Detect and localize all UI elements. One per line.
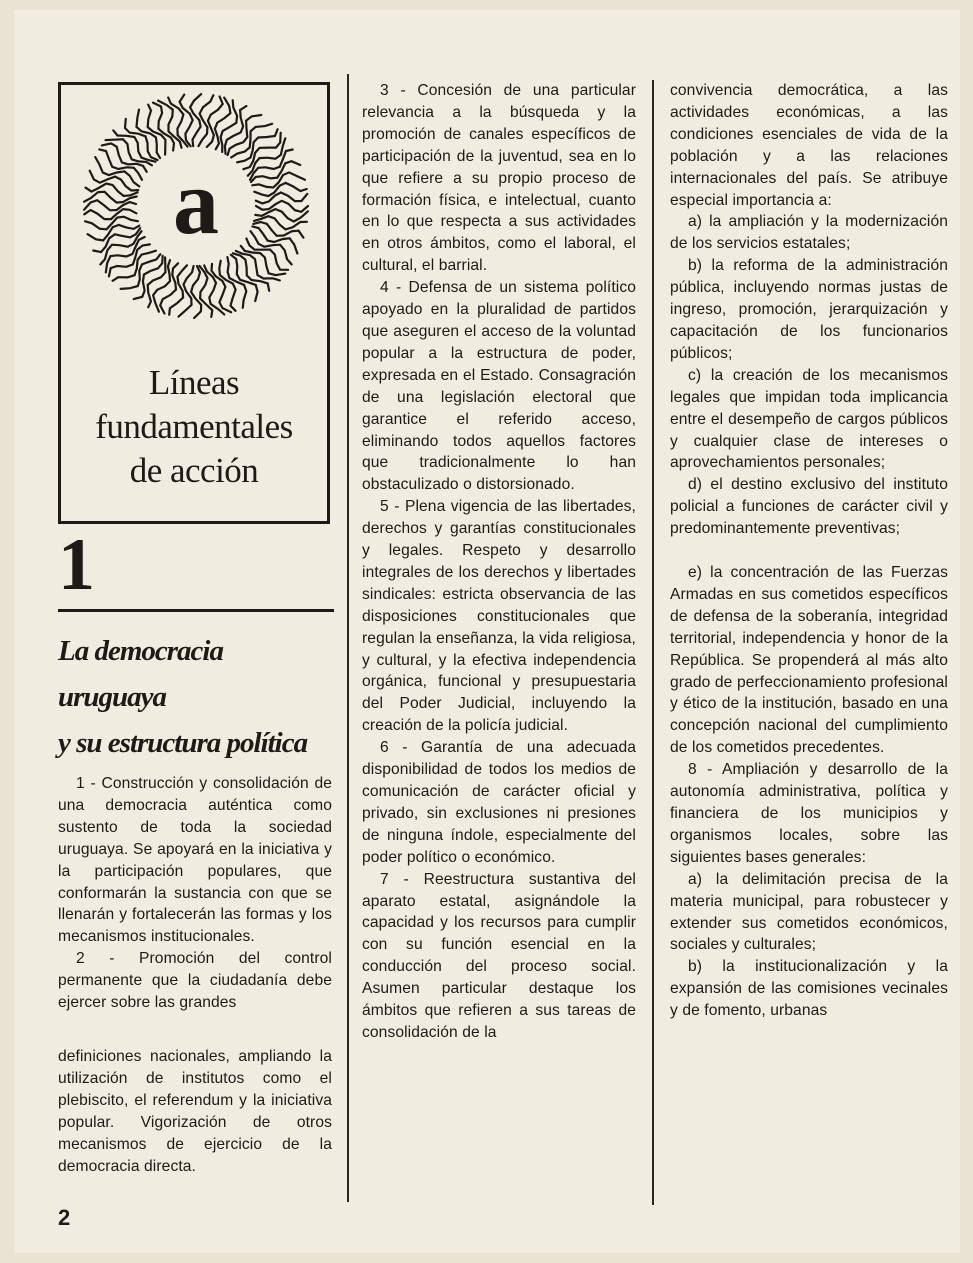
list-item: d) el destino exclusivo del instituto policial a funciones de carácter civil y predominantemente preventivas; [670,476,948,538]
logo-ray [199,95,214,146]
logo-ray [236,251,280,281]
list-item: a) la ampliación y la modernización de los servicios estatales; [670,213,948,253]
section-heading-line: y su estructura política [58,727,308,759]
paragraph: 1 - Construcción y consolidación de una democracia auténtica como sustento de toda la sociedad uruguaya. Se apoyará en la iniciativa y la participación populares, que conformarán la sustancia con que se llenarán y fortalecerán las formas y los mecanismos institucionales. [58,775,332,946]
section-number: 1 [58,524,95,606]
column-2 [362,80,636,1044]
logo-ray [251,231,292,264]
paragraph: 4 - Defensa de un sistema político apoyado en la pluralidad de partidos que aseguren el acceso de la voluntad popular a la estructura de poder, expresada en el Estado. Consagración de una legislación electoral que garantice el referido acceso, eliminando todos aquellos factores que tradicionalmente lo han obstaculizado o distorsionado. [362,279,636,494]
spacer [670,540,948,562]
box-title-line: de acción [129,451,259,490]
list-item: b) la institucionalización y la expansión de las comisiones vecinales y de fomento, urbanas [670,958,948,1020]
list-item: c) la creación de los mecanismos legales que impidan toda implicancia entre el desempeño de cargos públicos y cualquier clase de intereses o aprovechamientos personales; [670,366,948,472]
list-item: a) la delimitación precisa de la materia municipal, para robustecer y extender sus cometidos económicos, sociales y culturales; [670,870,948,954]
section-heading-line: uruguaya [58,681,167,713]
list-item: b) la reforma de la administración pública, incluyendo normas justas de ingreso, promoción, jerarquización y capacitación de los funcionarios públicos; [670,257,948,362]
paragraph: 8 - Ampliación y desarrollo de la autonomía administrativa, política y financiera de los municipios y organismos locales, sobre las siguientes bases generales: [670,761,948,866]
column-divider [652,80,654,1205]
logo-ray [250,150,293,180]
box-title-line: Líneas [148,363,240,402]
logo-ray [88,225,140,241]
column-divider [347,74,349,1202]
box-title-line: fundamentales [95,407,293,446]
page-number: 2 [58,1205,71,1230]
logo-ray [233,253,269,290]
paragraph: 2 - Promoción del control permanente que la ciudadanía debe ejercer sobre las grandes [58,950,332,1012]
logo-ray [109,244,150,276]
paragraph: convivencia democrática, a las actividades económicas, a las condiciones esenciales de vida de la población y a las relaciones internacionales del país. Se atribuye especial importancia a: [670,82,948,209]
logo-ray [228,115,262,155]
logo-ray [121,254,161,289]
paragraph: 5 - Plena vigencia de las libertades, derechos y garantías constitucionales y legales. Respeto y desarrollo integrales de los derechos y libertades sindicales: estricta observancia de las disposiciones constitucionales que regulan la enseñanza, la vida religiosa, y cultural, y la efectiva independencia orgánica, funcional y presupuestaria del Poder Judicial, incluyendo la creación de la policía judicial. [362,498,636,735]
section-divider [58,609,334,612]
logo-ray [251,161,300,182]
section-heading [58,628,348,766]
list-item: e) la concentración de las Fuerzas Armadas en sus cometidos específicos de defensa de la soberanía, integridad territorial, independencia y honor de la República. Se propenderá al más alto grado de perfeccionamiento profesional y ético de la institución, basado en una concepción nacional del cumplimiento de los cometidos precedentes. [670,564,948,757]
paragraph: 3 - Concesión de una particular relevancia a la búsqueda y la promoción de canales específicos de participación de la juventud, sea en lo que refiere a su propio proceso de formación física, e intelectual, cuanto en lo que respecta a sus actividades en otros ámbitos, como el laboral, el cultural, el barrial. [362,82,636,275]
column-3 [670,80,948,1022]
column-1-bottom [58,1046,332,1177]
section-title-box [58,82,330,524]
paragraph: 7 - Reestructura sustantiva del aparato estatal, asignándole la capacidad y los recursos para cumplir con su función esencial en la conducción del proceso social. Asumen particular destaque los ámbitos que refieren a sus tareas de consolidación de la [362,870,636,1041]
sunburst-letter-a-logo-icon [81,91,311,321]
section-heading-line: La democracia [58,635,223,667]
paragraph: 6 - Garantía de una adecuada disponibilidad de todos los medios de comunicación de carácter oficial y privado, sin exclusiones ni presiones de ninguna índole, especialmente del poder político o económico. [362,739,636,866]
column-1-top [58,773,332,1014]
paragraph: definiciones nacionales, ampliando la utilización de institutos como el plebiscito, el referendum y la iniciativa popular. Vigorización de otros mecanismos de ejercicio de la democracia directa. [58,1048,332,1175]
logo-letter: a [173,151,219,253]
box-title [61,361,327,493]
